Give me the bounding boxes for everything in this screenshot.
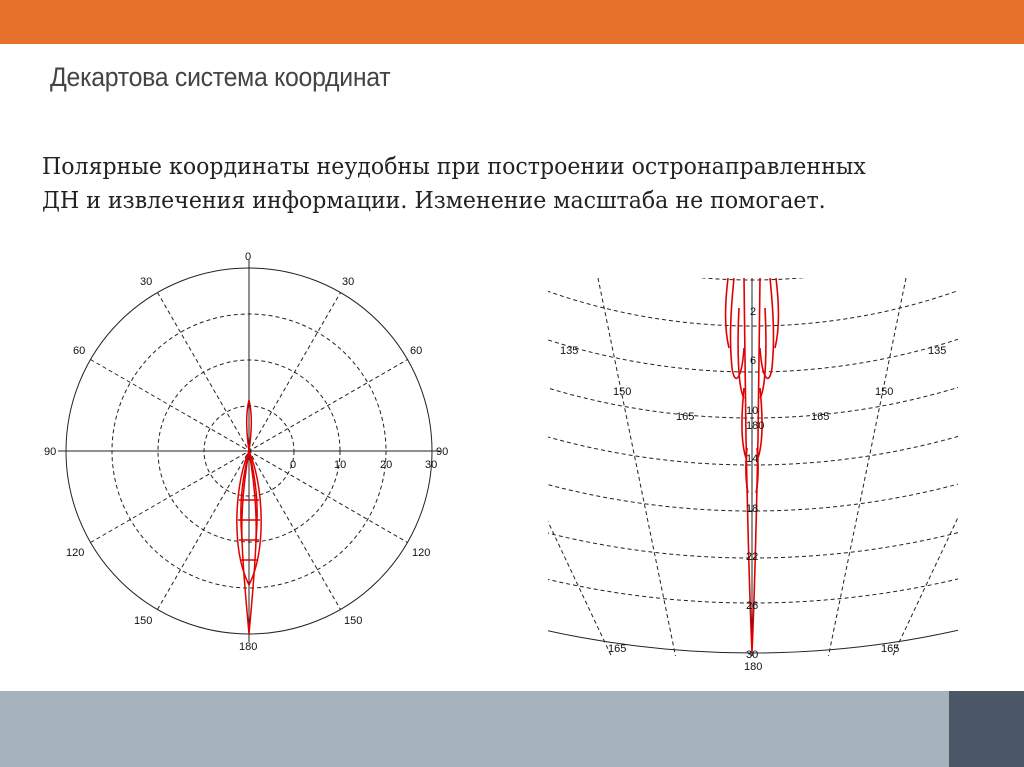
radial-label: 26 bbox=[746, 600, 759, 612]
radial-label: 14 bbox=[746, 453, 759, 465]
radial-label: 20 bbox=[380, 459, 393, 471]
zoom-grid-circle bbox=[548, 278, 958, 418]
radial-label: 10 bbox=[334, 459, 347, 471]
angle-label: 180 bbox=[239, 641, 258, 653]
angle-label: 60 bbox=[73, 345, 86, 357]
angle-label: 135 bbox=[560, 345, 579, 357]
angle-label: 120 bbox=[66, 547, 85, 559]
radial-labels-left bbox=[290, 459, 437, 471]
angle-label: 120 bbox=[412, 547, 431, 559]
radial-label: 30 bbox=[425, 459, 438, 471]
angle-label: 165 bbox=[811, 411, 830, 423]
zoom-grid-circle bbox=[548, 278, 958, 280]
footer-corner-block bbox=[949, 691, 1024, 767]
body-line-2: ДН и извлечения информации. Изменение масштаба не помогает. bbox=[42, 188, 826, 214]
body-line-1: Полярные координаты неудобны при построении остронаправленных bbox=[42, 154, 866, 180]
radial-label: 22 bbox=[746, 551, 759, 563]
angle-label: 30 bbox=[140, 276, 153, 288]
angle-label: 150 bbox=[613, 386, 632, 398]
angle-label: 180 bbox=[744, 661, 763, 673]
angle-label: 165 bbox=[881, 643, 900, 655]
radial-label: 6 bbox=[750, 355, 757, 367]
footer-bar bbox=[0, 691, 949, 767]
zoom-spoke bbox=[887, 278, 958, 668]
radial-label: 180 bbox=[746, 420, 765, 432]
angle-label: 150 bbox=[875, 386, 894, 398]
radial-label: 30 bbox=[746, 649, 759, 661]
radial-label: 10 bbox=[746, 405, 759, 417]
angle-label: 60 bbox=[410, 345, 423, 357]
angle-label: 90 bbox=[436, 446, 449, 458]
angle-label: 0 bbox=[245, 251, 252, 263]
angle-label: 150 bbox=[134, 615, 153, 627]
polar-plot-full bbox=[30, 240, 470, 660]
angle-label: 90 bbox=[44, 446, 57, 458]
radial-label: 18 bbox=[746, 503, 759, 515]
slide-title: Декартова система координат bbox=[50, 62, 391, 92]
angle-label: 165 bbox=[676, 411, 695, 423]
zoom-grid-circle bbox=[548, 278, 958, 326]
zoom-spoke bbox=[826, 278, 906, 668]
top-accent-bar bbox=[0, 0, 1024, 44]
radial-label: 2 bbox=[750, 306, 757, 318]
polar-plot-zoomed bbox=[548, 278, 958, 674]
angle-label: 30 bbox=[342, 276, 355, 288]
zoom-spoke bbox=[548, 278, 617, 668]
angle-label: 165 bbox=[608, 643, 627, 655]
radial-label: 0 bbox=[290, 459, 297, 471]
angle-label: 135 bbox=[928, 345, 947, 357]
angle-label: 150 bbox=[344, 615, 363, 627]
zoom-spoke bbox=[598, 278, 678, 668]
body-text bbox=[42, 150, 982, 218]
